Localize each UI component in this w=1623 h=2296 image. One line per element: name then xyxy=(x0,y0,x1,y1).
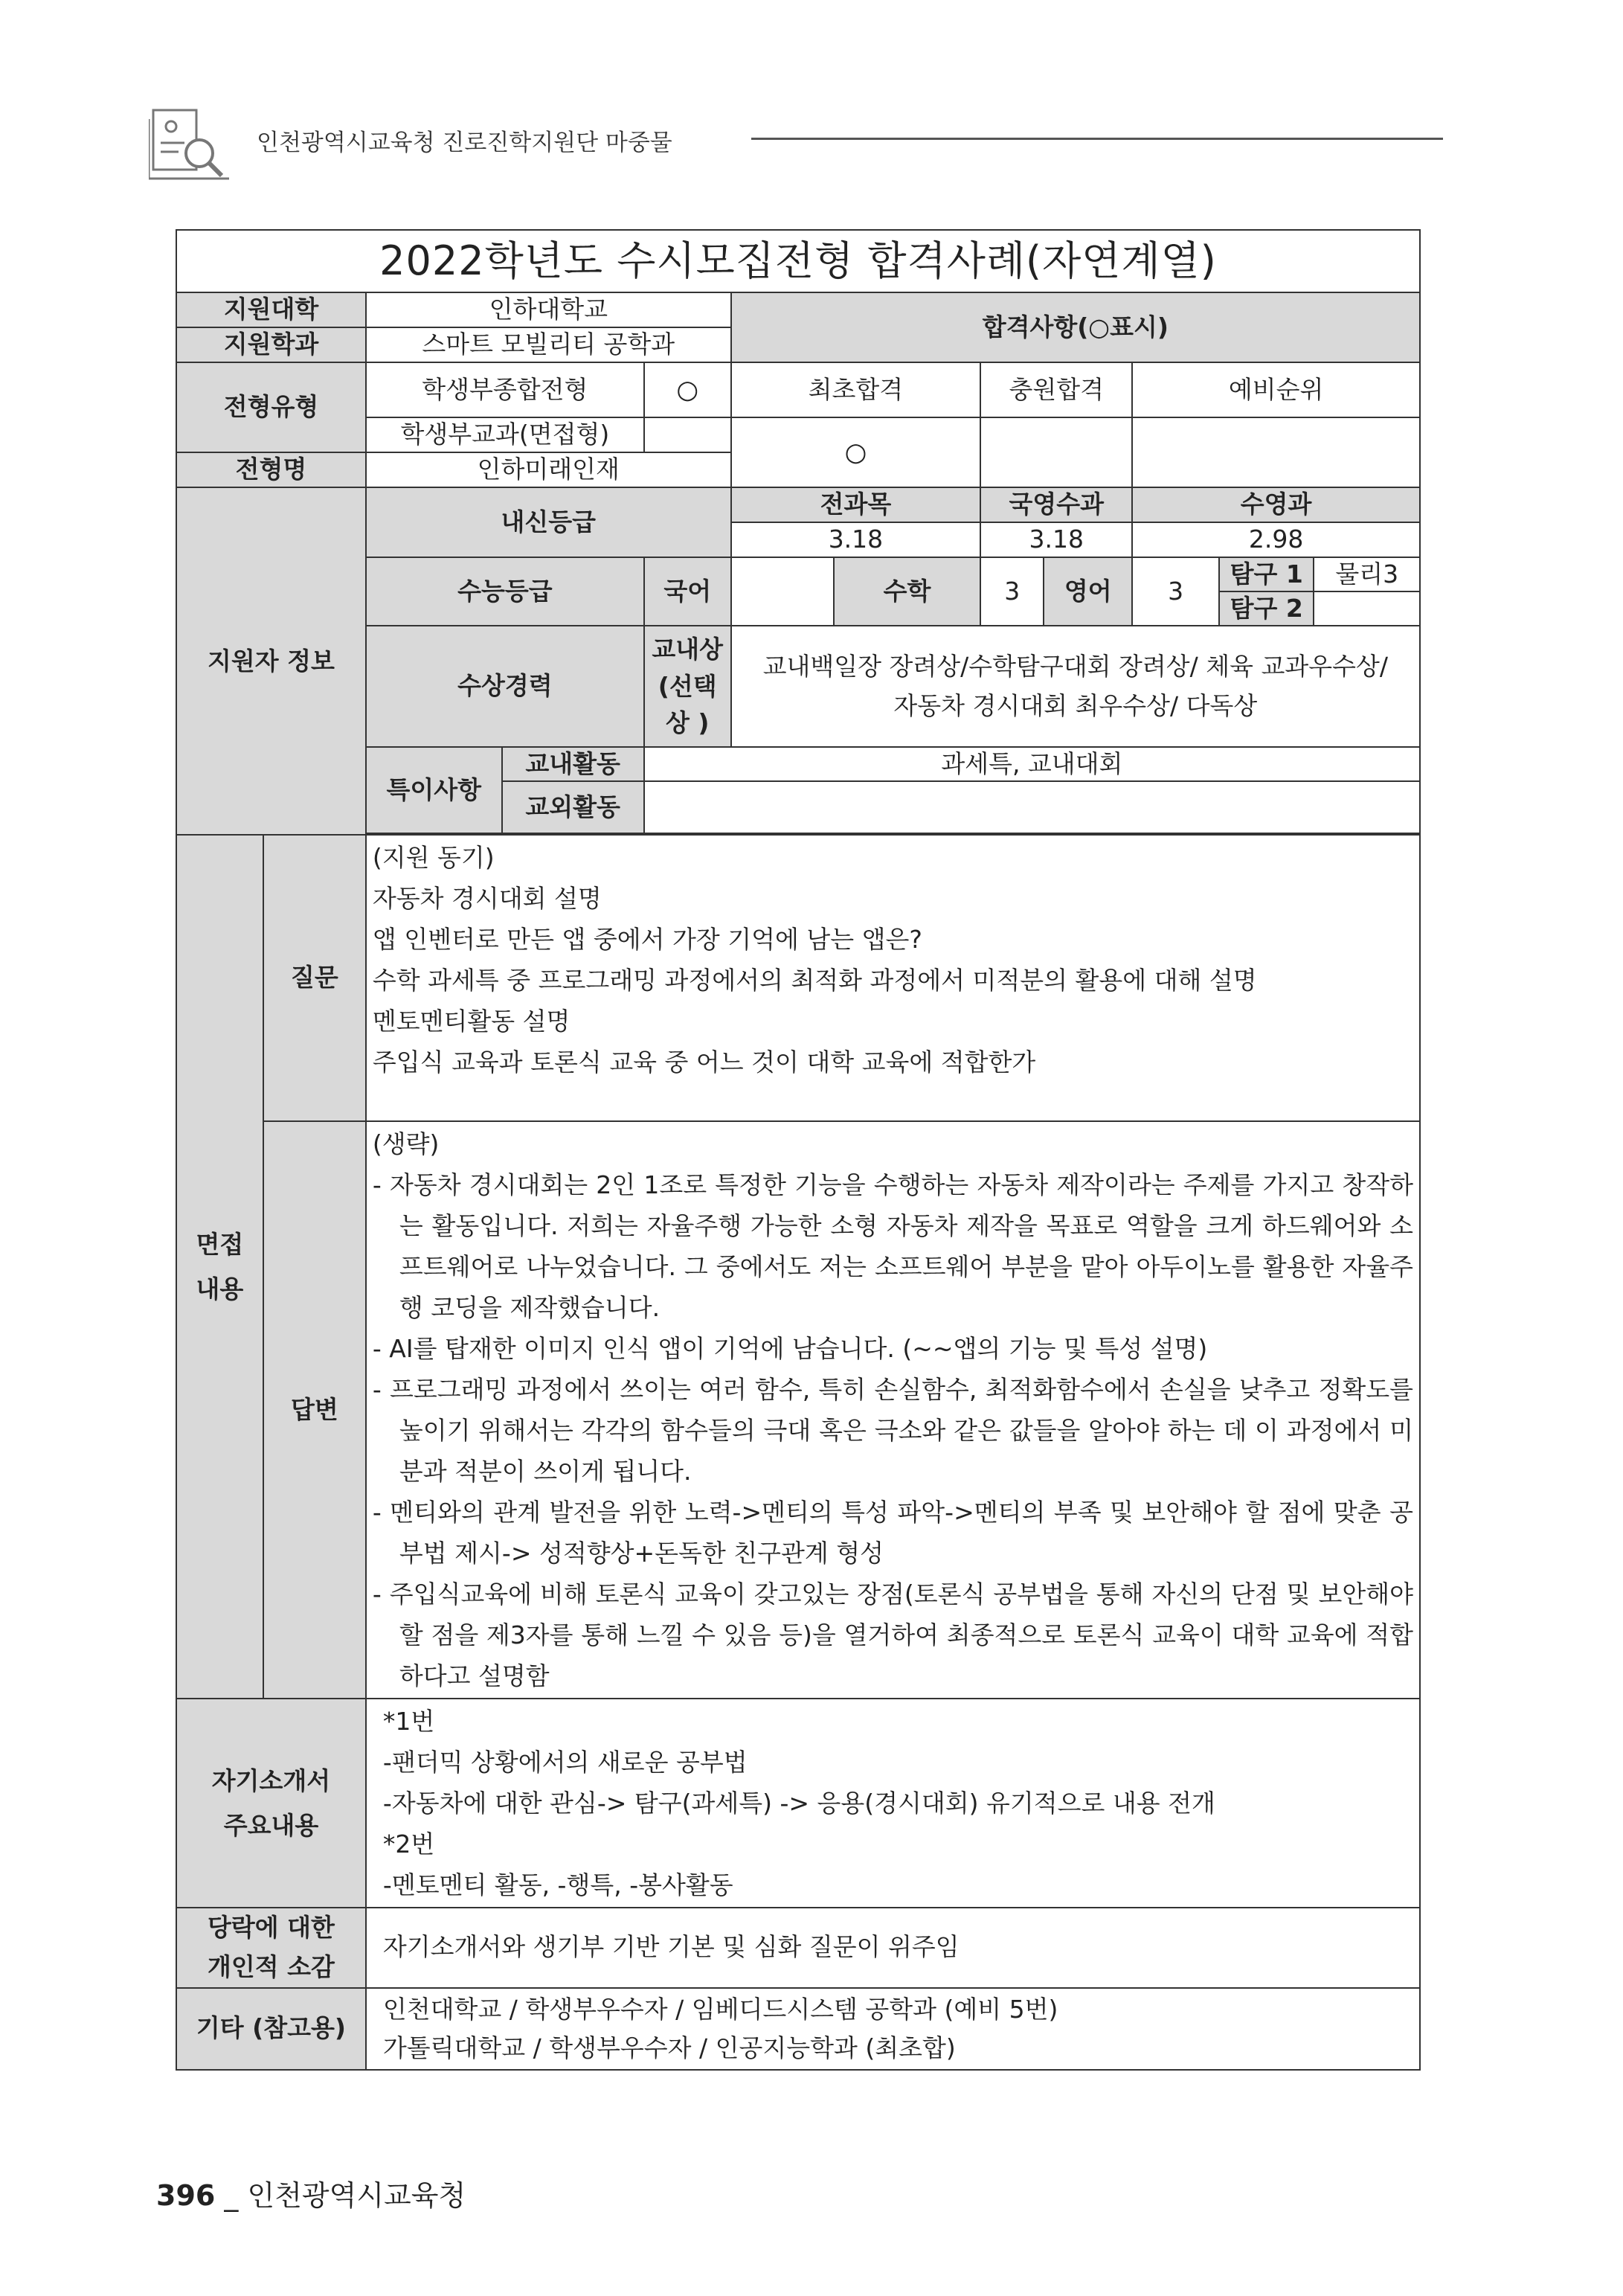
intro-item: -자동차에 대한 관심-> 탐구(과세특) -> 응용(경시대회) 유기적으로 내용 전개 xyxy=(382,1789,1215,1818)
result-first-label: 최초합격 xyxy=(731,362,981,417)
type-label: 전형유형 xyxy=(176,362,366,452)
answer-item: (생략) xyxy=(372,1129,440,1158)
special-label: 특이사항 xyxy=(366,747,502,833)
result-add-mark xyxy=(980,417,1132,487)
csat-english-value: 3 xyxy=(1132,557,1219,626)
header-rule xyxy=(751,138,1443,140)
question-item: (지원 동기) xyxy=(372,843,495,872)
in-act-value: 과세특, 교내대회 xyxy=(644,747,1420,781)
award-sublabel: 교내상 (선택상 ) xyxy=(644,626,731,747)
question-list xyxy=(366,835,1420,1121)
award-label: 수상경력 xyxy=(366,626,644,747)
in-act-label: 교내활동 xyxy=(502,747,644,781)
out-act-label: 교외활동 xyxy=(502,781,644,833)
opinion-label: 당락에 대한 개인적 소감 xyxy=(176,1908,366,1988)
grade-msci-label: 수영과 xyxy=(1132,487,1420,522)
type2-mark xyxy=(644,417,731,452)
univ-label: 지원대학 xyxy=(176,292,366,327)
etc-item: 가톨릭대학교 / 학생부우수자 / 인공지능학과 (최초합) xyxy=(382,2033,956,2062)
page-footer xyxy=(156,2172,466,2213)
grade-all-label: 전과목 xyxy=(731,487,981,522)
result-wait-label: 예비순위 xyxy=(1132,362,1420,417)
grade-label: 내신등급 xyxy=(366,487,731,557)
csat-label: 수능등급 xyxy=(366,557,644,626)
document-search-icon xyxy=(149,104,231,186)
question-label: 질문 xyxy=(263,835,366,1121)
footer-separator: _ xyxy=(215,2179,248,2212)
univ-value: 인하대학교 xyxy=(366,292,731,327)
csat-t2-value xyxy=(1314,591,1420,626)
answer-label: 답변 xyxy=(263,1121,366,1699)
question-item: 멘토멘티활동 설명 xyxy=(372,1007,571,1036)
grade-all-value: 3.18 xyxy=(731,522,981,557)
question-item: 앱 인벤터로 만든 앱 중에서 가장 기억에 남는 앱은? xyxy=(372,925,922,954)
question-item: 주입식 교육과 토론식 교육 중 어느 것이 대학 교육에 적합한가 xyxy=(372,1048,1036,1077)
question-item: 수학 과세특 중 프로그래밍 과정에서의 최적화 과정에서 미적분의 활용에 대해 설명 xyxy=(372,966,1257,995)
csat-korean-value xyxy=(731,557,834,626)
csat-math-label: 수학 xyxy=(834,557,981,626)
csat-t1-value: 물리3 xyxy=(1314,557,1420,591)
csat-korean-label: 국어 xyxy=(644,557,731,626)
page-number: 396 xyxy=(156,2179,216,2212)
header-organization: 인천광역시교육청 진로진학지원단 마중물 xyxy=(257,129,672,156)
type1-mark: ○ xyxy=(644,362,731,417)
csat-math-value: 3 xyxy=(980,557,1044,626)
question-item: 자동차 경시대회 설명 xyxy=(372,884,602,913)
page-header xyxy=(149,89,1458,193)
result-wait-mark xyxy=(1132,417,1420,487)
answer-item: - 멘티와의 관계 발전을 위한 노력->멘티의 특성 파악->멘티의 부족 및 보안해야 할 점에 맞춘 공부법 제시-> 성적향상+돈독한 친구관계 형성 xyxy=(372,1498,1413,1568)
admission-case-table xyxy=(176,229,1421,2071)
csat-t1-label: 탐구 1 xyxy=(1219,557,1314,591)
typename-label: 전형명 xyxy=(176,452,366,487)
intro-item: *1번 xyxy=(382,1707,435,1736)
page-title: 2022학년도 수시모집전형 합격사례(자연계열) xyxy=(176,230,1420,292)
footer-organization: 인천광역시교육청 xyxy=(247,2179,466,2212)
intro-list xyxy=(366,1699,1420,1908)
intro-item: -팬더믹 상황에서의 새로운 공부법 xyxy=(382,1748,748,1777)
result-first-mark: ○ xyxy=(731,417,981,487)
intro-item: -멘토멘티 활동, -행특, -봉사활동 xyxy=(382,1870,733,1899)
result-add-label: 충원합격 xyxy=(980,362,1132,417)
answer-item: - 프로그래밍 과정에서 쓰이는 여러 함수, 특히 손실함수, 최적화함수에서 손실을 낮추고 정확도를 높이기 위해서는 각각의 함수들의 극대 혹은 극소와 같은 값들을 알아야 하는 데 이 과정에서 미분과 적분이 쓰이게 됩니다. xyxy=(372,1375,1413,1486)
dept-value: 스마트 모빌리티 공학과 xyxy=(366,327,731,362)
typename-value: 인하미래인재 xyxy=(366,452,731,487)
intro-label: 자기소개서 주요내용 xyxy=(176,1699,366,1908)
etc-label: 기타 (참고용) xyxy=(176,1988,366,2070)
interview-label: 면접 내용 xyxy=(176,835,263,1699)
etc-list xyxy=(366,1988,1420,2070)
csat-t2-label: 탐구 2 xyxy=(1219,591,1314,626)
opinion-value: 자기소개서와 생기부 기반 기본 및 심화 질문이 위주임 xyxy=(366,1908,1420,1988)
type1-value: 학생부종합전형 xyxy=(366,362,644,417)
type2-value: 학생부교과(면접형) xyxy=(366,417,644,452)
grade-msci-value: 2.98 xyxy=(1132,522,1420,557)
grade-kem-value: 3.18 xyxy=(980,522,1132,557)
grade-kem-label: 국영수과 xyxy=(980,487,1132,522)
result-header: 합격사항(○표시) xyxy=(731,292,1420,362)
answer-item: - 주입식교육에 비해 토론식 교육이 갖고있는 장점(토론식 공부법을 통해 자신의 단점 및 보안해야할 점을 제3자를 통해 느낄 수 있음 등)을 열거하여 최종적으로 토론식 교육이 대학 교육에 적합하다고 설명함 xyxy=(372,1580,1413,1690)
dept-label: 지원학과 xyxy=(176,327,366,362)
csat-english-label: 영어 xyxy=(1044,557,1132,626)
intro-item: *2번 xyxy=(382,1830,435,1859)
applicant-label: 지원자 정보 xyxy=(176,487,366,835)
out-act-value xyxy=(644,781,1420,833)
answer-item: - AI를 탑재한 이미지 인식 앱이 기억에 남습니다. (~~앱의 기능 및 특성 설명) xyxy=(372,1334,1208,1363)
etc-item: 인천대학교 / 학생부우수자 / 임베디드시스템 공학과 (예비 5번) xyxy=(382,1994,1058,2024)
award-value: 교내백일장 장려상/수학탐구대회 장려상/ 체육 교과우수상/ 자동차 경시대회 최우수상/ 다독상 xyxy=(731,626,1420,747)
answer-item: - 자동차 경시대회는 2인 1조로 특정한 기능을 수행하는 자동차 제작이라는 주제를 가지고 창작하는 활동입니다. 저희는 자율주행 가능한 소형 자동차 제작을 목표로 역할을 크게 하드웨어와 소프트웨어로 나누었습니다. 그 중에서도 저는 소프트웨어 부분을 맡아 아두이노를 활용한 자율주행 코딩을 제작했습니다. xyxy=(372,1170,1413,1322)
answer-list xyxy=(366,1121,1420,1699)
